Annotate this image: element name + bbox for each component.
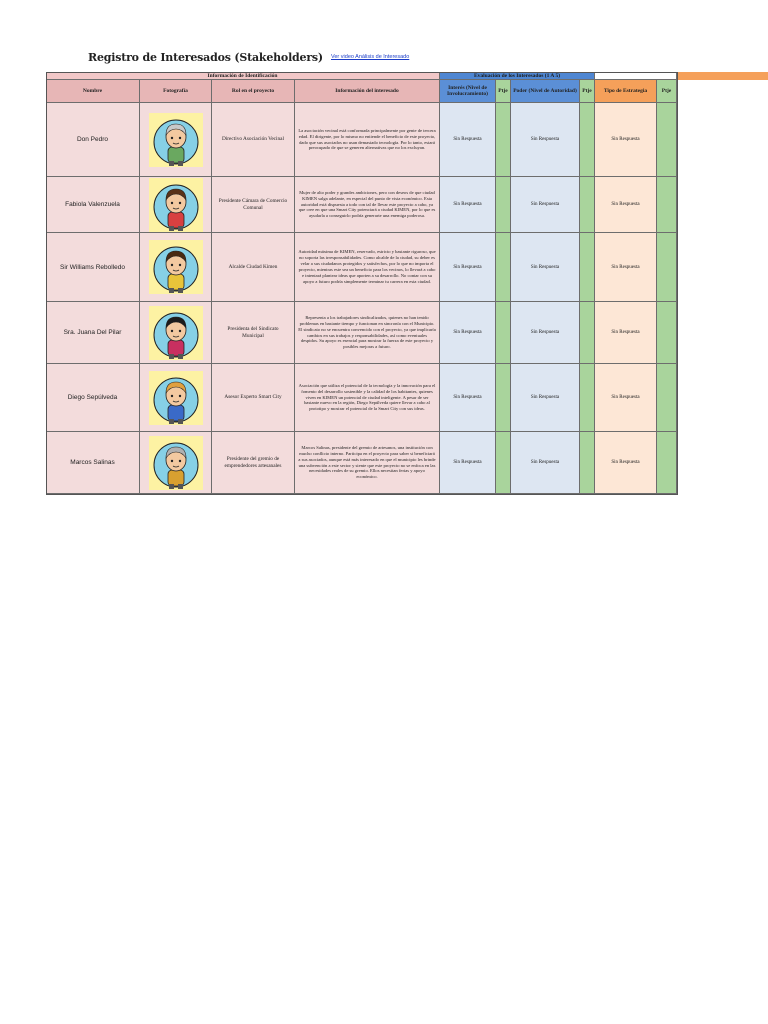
- stakeholder-role: Alcalde Ciudad Kimen: [212, 233, 295, 302]
- stakeholder-info: Marcos Salinas, presidente del gremio de artesanos, una institución con mucho conflicto interno. Participa en el proyecto para saber si beneficiará a sus asociados, aunque está más interesado en que el municipio les brinde una subvención a este sector y siente que este proyecto no se enfoca en las necesidades reales de su gremio. Ellos necesitan ferias y apoyo económico.: [295, 432, 440, 494]
- column-header-poder: Poder (Nivel de Autoridad): [511, 80, 580, 103]
- strategy-score: [657, 103, 677, 177]
- stakeholder-role: Directivo Asociación Vecinal: [212, 103, 295, 177]
- column-header-informacion: Información del interesado: [295, 80, 440, 103]
- evaluation-group-header: Evaluación de los Interesados (1 A 5): [440, 72, 595, 80]
- elderly-man-avatar-icon: [149, 113, 203, 167]
- interest-score: [496, 364, 511, 432]
- power-select[interactable]: Sin Respuesta: [511, 302, 580, 364]
- column-header-estrategia: Tipo de Estrategia: [595, 80, 657, 103]
- strategy-type: Sin Respuesta: [595, 432, 657, 494]
- stakeholder-role: Asesor Experto Smart City: [212, 364, 295, 432]
- stakeholder-photo-cell: [140, 302, 212, 364]
- power-score: [580, 302, 595, 364]
- man-avatar-icon: [149, 240, 203, 294]
- interest-score: [496, 103, 511, 177]
- interest-score: [496, 432, 511, 494]
- column-header-ptje2: Ptje: [580, 80, 595, 103]
- interest-select[interactable]: Sin Respuesta: [440, 103, 496, 177]
- stakeholder-photo-cell: [140, 103, 212, 177]
- stakeholder-info: Mujer de alto poder y grandes ambiciones, pero con deseos de que ciudad KIMEN salga adelante, en especial del punto de vista económico. Esta autoridad está dispuesta a todo con tal de llevar este proyecto a cabo, ya que cree en que una Smart City potenciará a ciudad KIMEN, por lo que es ayudarla a conseguirlo podría generarte una enemiga poderosa.: [295, 177, 440, 233]
- strategy-type: Sin Respuesta: [595, 302, 657, 364]
- power-select[interactable]: Sin Respuesta: [511, 177, 580, 233]
- power-select[interactable]: Sin Respuesta: [511, 103, 580, 177]
- strategy-group-header: [595, 72, 677, 80]
- stakeholder-name: Marcos Salinas: [46, 432, 140, 494]
- column-header-nombre: Nombre: [46, 80, 140, 103]
- strategy-type: Sin Respuesta: [595, 177, 657, 233]
- interest-select[interactable]: Sin Respuesta: [440, 177, 496, 233]
- stakeholder-name: Diego Sepúlveda: [46, 364, 140, 432]
- stakeholder-role: Presidente del gremio de emprendedores artesanales: [212, 432, 295, 494]
- strategy-type: Sin Respuesta: [595, 364, 657, 432]
- strategy-score: [657, 364, 677, 432]
- stakeholder-photo-cell: [140, 432, 212, 494]
- power-select[interactable]: Sin Respuesta: [511, 364, 580, 432]
- stakeholder-role: Presidente Cámara de Comercio Comunal: [212, 177, 295, 233]
- strategy-score: [657, 233, 677, 302]
- interest-score: [496, 177, 511, 233]
- interest-select[interactable]: Sin Respuesta: [440, 302, 496, 364]
- stakeholder-name: Don Pedro: [46, 103, 140, 177]
- stakeholder-photo-cell: [140, 233, 212, 302]
- woman-dark-hair-avatar-icon: [149, 306, 203, 360]
- column-header-interes: Interés (Nivel de Involucramiento): [440, 80, 496, 103]
- stakeholder-photo-cell: [140, 177, 212, 233]
- interest-score: [496, 233, 511, 302]
- page-title: Registro de Interesados (Stakeholders): [88, 51, 323, 64]
- power-score: [580, 364, 595, 432]
- power-score: [580, 177, 595, 233]
- interest-score: [496, 302, 511, 364]
- interest-select[interactable]: Sin Respuesta: [440, 432, 496, 494]
- stakeholder-name: Sra. Juana Del Pilar: [46, 302, 140, 364]
- column-header-fotografia: Fotografía: [140, 80, 212, 103]
- strategy-score: [657, 177, 677, 233]
- stakeholder-name: Fabiola Valenzuela: [46, 177, 140, 233]
- column-header-ptje1: Ptje: [496, 80, 511, 103]
- stakeholder-name: Sir Williams Rebolledo: [46, 233, 140, 302]
- woman-avatar-icon: [149, 178, 203, 232]
- strategy-type: Sin Respuesta: [595, 233, 657, 302]
- stakeholder-info: Representa a los trabajadores sindicalizados, quienes no han tenido problemas en bastante tiempo y funcionan en sincronía con el Municipio. El sindicato no se encuentra convencido con el proyecto, ya que implicaría cambios en sus trabajos y responsabilidades, así como eventuales despidos. Su apoyo es esencial para mostrar la fuerza de este proyecto y posibles mejoras a futuro.: [295, 302, 440, 364]
- power-select[interactable]: Sin Respuesta: [511, 432, 580, 494]
- power-score: [580, 432, 595, 494]
- strategy-score: [657, 302, 677, 364]
- identification-group-header: Información de Identificación: [46, 72, 440, 80]
- column-header-rol: Rol en el proyecto: [212, 80, 295, 103]
- stakeholder-info: Autoridad máxima de KIMEN, reservado, estricto y bastante riguroso, que no soporta las irresponsabilidades. Como alcalde de la ciudad, su deber es velar a sus ciudadanos protegidos y satisfechos, por lo que no importa el proyecto, mientras este sea un beneficio para los vecinos, lo llevará a cabo e intentará plantear ideas que aporten a su desarrollo. No contar con su apoyo a futuro podría simplemente terminar tu carrera en esta ciudad.: [295, 233, 440, 302]
- stakeholder-info: Asociación que utiliza el potencial de la tecnología y la innovación para el fomento del desarrollo sostenible y la calidad de los habitantes, quienes viven en KIMEN un potencial de ciudad inteligente. A pesar de ser bastante nuevo en la región, Diego Sepúlveda quiere llevar a cabo al prototipo y mostrar el potencial de la Smart City con sus ideas.: [295, 364, 440, 432]
- young-man-avatar-icon: [149, 371, 203, 425]
- power-select[interactable]: Sin Respuesta: [511, 233, 580, 302]
- elderly-woman-avatar-icon: [149, 436, 203, 490]
- strategy-type: Sin Respuesta: [595, 103, 657, 177]
- column-header-ptje3: Ptje: [657, 80, 677, 103]
- interest-select[interactable]: Sin Respuesta: [440, 364, 496, 432]
- video-link[interactable]: Ver video Análisis de Interesado: [331, 54, 410, 60]
- interest-select[interactable]: Sin Respuesta: [440, 233, 496, 302]
- stakeholder-photo-cell: [140, 364, 212, 432]
- power-score: [580, 103, 595, 177]
- strategy-score: [657, 432, 677, 494]
- power-score: [580, 233, 595, 302]
- stakeholder-role: Presidenta del Sindicato Municipal: [212, 302, 295, 364]
- stakeholder-info: La asociación vecinal está conformada principalmente por gente de tercera edad. El dirigente, por lo mismo no entiende el beneficio de este proyecto, dado que sus asociados no usan demasiado tecnología. Por lo tanto, estará preocupado de que se generen alternativas que no los excluyan.: [295, 103, 440, 177]
